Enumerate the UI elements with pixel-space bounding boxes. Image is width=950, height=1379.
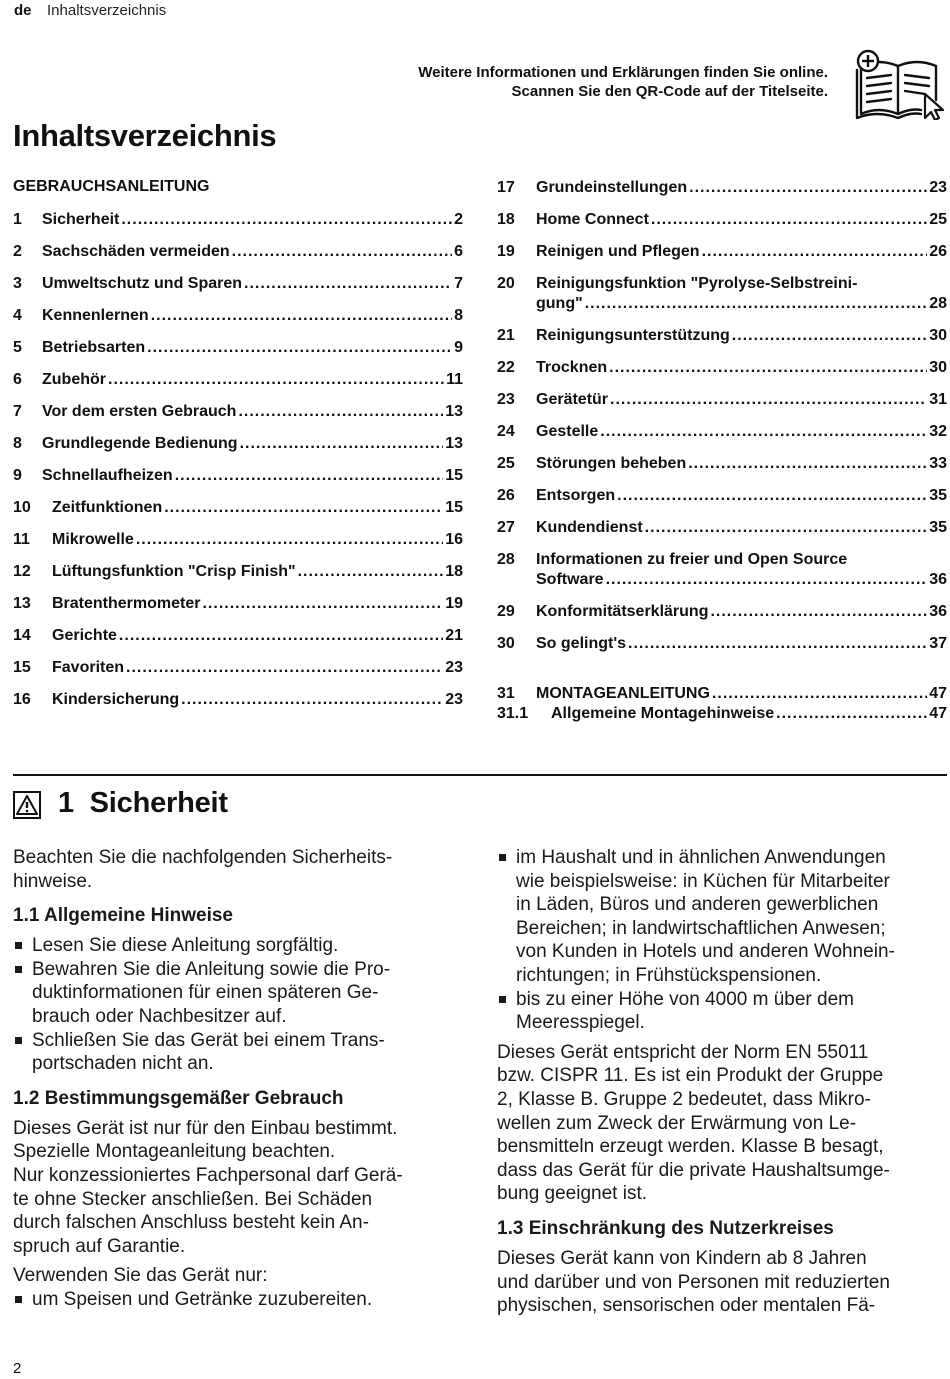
- toc-leader-dots: [610, 390, 927, 410]
- text-line: Nur konzessioniertes Fachpersonal darf Gerä-: [13, 1164, 403, 1186]
- toc-leader-dots: [147, 338, 452, 358]
- toc-entry-page: 18: [445, 563, 463, 580]
- toc-entry-number: 6: [13, 371, 22, 388]
- spacer: [13, 1076, 458, 1087]
- toc-leader-dots: [202, 594, 443, 614]
- toc-entry-body: [536, 602, 947, 622]
- text-line: im Haushalt und in ähnlichen Anwendungen: [516, 847, 886, 868]
- toc-entry-page: 6: [454, 243, 463, 260]
- toc-entry-number: 22: [497, 359, 515, 376]
- toc-entry-line: [52, 594, 463, 614]
- toc-entry-title: Zeitfunktionen: [52, 499, 163, 516]
- text-line: Dieses Gerät kann von Kindern ab 8 Jahren: [497, 1247, 867, 1269]
- toc-leader-dots: [600, 422, 927, 442]
- toc-leader-dots: [151, 306, 452, 326]
- subsection-title-1-2: 1.2 Bestimmungsgemäßer Gebrauch: [13, 1087, 344, 1109]
- toc-leader-dots: [126, 658, 443, 678]
- toc-leader-dots: [585, 294, 928, 314]
- page-number: 2: [13, 1360, 22, 1377]
- toc-entry-page: 47: [929, 705, 947, 722]
- toc-entry-title: Schnellaufheizen: [42, 467, 173, 484]
- toc-entry-body: [536, 242, 947, 262]
- toc-entry-title: Trocknen: [536, 359, 608, 376]
- toc-entry-title: Konformitätserklärung: [536, 603, 709, 620]
- toc-entry-line: [536, 358, 947, 378]
- toc-entry-body: [52, 498, 463, 518]
- toc-entry-number: 7: [13, 403, 22, 420]
- toc-entry-page: 7: [454, 275, 463, 292]
- toc-entry-line: [536, 486, 947, 506]
- toc-entry-number: 3: [13, 275, 22, 292]
- toc-entry-page: 32: [929, 423, 947, 440]
- toc-entry-body: [536, 422, 947, 442]
- subsection-title-1-3: 1.3 Einschränkung des Nutzerkreises: [497, 1217, 834, 1239]
- toc-leader-dots: [232, 242, 452, 262]
- toc-entry-line: [536, 684, 947, 704]
- text-line: hinweise.: [13, 870, 93, 892]
- subsection-title-1-1: 1.1 Allgemeine Hinweise: [13, 905, 233, 927]
- toc-entry-body: [536, 486, 947, 506]
- toc-entry-line: [42, 306, 463, 326]
- toc-entry-line: [536, 178, 947, 198]
- toc-leader-dots: [240, 434, 444, 454]
- toc-entry-body: [42, 466, 463, 486]
- toc-entry-title: Allgemeine Montagehinweise: [551, 705, 775, 722]
- toc-entry-number: 15: [13, 659, 31, 676]
- toc-leader-dots: [712, 684, 927, 704]
- toc-entry-page: 30: [929, 327, 947, 344]
- text-line: um Speisen und Getränke zuzubereiten.: [32, 1288, 373, 1310]
- toc-entry-body: [52, 562, 463, 582]
- toc-entry-number: 16: [13, 691, 31, 708]
- toc-entry-body: [42, 402, 463, 422]
- toc-entry-title: Gerichte: [52, 627, 117, 644]
- toc-entry-line: [42, 402, 463, 422]
- toc-entry-page: 16: [445, 531, 463, 548]
- toc-leader-dots: [689, 178, 927, 198]
- text-line: portschaden nicht an.: [32, 1053, 214, 1075]
- toc-leader-dots: [136, 530, 443, 550]
- paragraph: [13, 1117, 458, 1259]
- text-line: Bewahren Sie die Anleitung sowie die Pro-: [32, 958, 391, 980]
- toc-entry-body: [42, 370, 463, 390]
- toc-entry-title: So gelingt's: [536, 635, 627, 652]
- text-line: von Kunden in Hotels und anderen Wohnein-: [516, 941, 895, 963]
- text-line: Dieses Gerät entspricht der Norm EN 55011: [497, 1041, 869, 1063]
- section-title-text: Sicherheit: [89, 787, 228, 819]
- toc-entry-number: 30: [497, 635, 515, 652]
- toc-entry-title: Home Connect: [536, 211, 649, 228]
- text-line: physischen, sensorischen oder mentalen Fä-: [497, 1295, 876, 1317]
- toc-leader-dots: [181, 690, 443, 710]
- text-line: durch falschen Anschluss besteht kein An-: [13, 1212, 369, 1234]
- text-line: richtungen; in Frühstückspensionen.: [516, 964, 822, 986]
- toc-entry-title: Kindersicherung: [52, 691, 180, 708]
- toc-entry-title: Software: [536, 571, 604, 588]
- toc-entry-number: 20: [497, 275, 515, 292]
- toc-leader-dots: [298, 562, 444, 582]
- text-line: dass das Gerät für die private Haushaltsumge-: [497, 1159, 890, 1181]
- toc-entry-line: [536, 274, 947, 294]
- toc-entry-title: Gestelle: [536, 423, 599, 440]
- toc-entry-number: 5: [13, 339, 22, 356]
- text-line: brauch oder Nachbesitzer auf.: [32, 1005, 287, 1027]
- toc-entry-number: 26: [497, 487, 515, 504]
- toc-entry-line: [536, 570, 947, 590]
- toc-leader-dots: [732, 326, 927, 346]
- toc-entry-page: 8: [454, 307, 463, 324]
- paragraph: [497, 1041, 945, 1206]
- toc-entry-page: 36: [929, 571, 947, 588]
- toc-entry-page: 13: [445, 403, 463, 420]
- toc-entry-line: [52, 626, 463, 646]
- toc-entry-line: [52, 562, 463, 582]
- toc-entry-body: [42, 274, 463, 294]
- list-item: [497, 846, 945, 988]
- toc-leader-dots: [108, 370, 444, 390]
- toc-leader-dots: [164, 498, 443, 518]
- toc-entry-title: Entsorgen: [536, 487, 616, 504]
- toc-entry-page: 37: [929, 635, 947, 652]
- toc-entry-body: [52, 626, 463, 646]
- toc-entry-line: [551, 704, 947, 724]
- list-item: [497, 988, 945, 1035]
- toc-leader-dots: [121, 210, 452, 230]
- toc-entry-body: [536, 518, 947, 538]
- list-item: [13, 958, 458, 1029]
- toc-leader-dots: [651, 210, 927, 230]
- text-line: in Läden, Büros und anderen gewerblichen: [516, 894, 879, 916]
- toc-entry-body: [536, 274, 947, 314]
- toc-title: Inhaltsverzeichnis: [13, 118, 277, 153]
- toc-entry-page: 33: [929, 455, 947, 472]
- toc-entry-number: 27: [497, 519, 515, 536]
- section-divider: [13, 774, 947, 776]
- toc-entry-title: Favoriten: [52, 659, 125, 676]
- toc-entry-number: 18: [497, 211, 515, 228]
- toc-leader-dots: [702, 242, 928, 262]
- toc-entry-line: [536, 634, 947, 654]
- toc-entry-line: [42, 338, 463, 358]
- toc-entry-number: 11: [13, 531, 30, 548]
- toc-entry-number: 10: [13, 499, 31, 516]
- toc-leader-dots: [617, 486, 927, 506]
- paragraph: [13, 1264, 458, 1288]
- toc-entry-body: [536, 550, 947, 590]
- toc-entry-page: 28: [929, 295, 947, 312]
- toc-entry-page: 9: [454, 339, 463, 356]
- toc-entry-page: 19: [445, 595, 463, 612]
- spacer: [497, 1206, 945, 1217]
- toc-entry-page: 11: [446, 371, 463, 388]
- toc-entry-page: 36: [929, 603, 947, 620]
- toc-heading-gebrauchsanleitung: GEBRAUCHSANLEITUNG: [13, 178, 210, 195]
- text-line: Verwenden Sie das Gerät nur:: [13, 1265, 268, 1287]
- body-left-column: [13, 846, 458, 1312]
- text-line: wie beispielsweise: in Küchen für Mitarbeiter: [516, 870, 890, 892]
- toc-entry-number: 24: [497, 423, 515, 440]
- toc-leader-dots: [710, 602, 927, 622]
- toc-entry-line: [42, 434, 463, 454]
- toc-entry-number: 28: [497, 551, 515, 568]
- body-right-column: [497, 846, 945, 1318]
- text-line: spruch auf Garantie.: [13, 1235, 186, 1257]
- toc-entry-title: Reinigen und Pflegen: [536, 243, 700, 260]
- text-line: bis zu einer Höhe von 4000 m über dem: [516, 988, 854, 1010]
- toc-entry-title: Sicherheit: [42, 211, 120, 228]
- toc-entry-title: Kennenlernen: [42, 307, 149, 324]
- toc-entry-body: [536, 210, 947, 230]
- toc-entry-body: [536, 390, 947, 410]
- text-line: wellen zum Zweck der Erwärmung von Le-: [497, 1112, 857, 1134]
- toc-entry-body: [42, 242, 463, 262]
- toc-entry-line: [536, 210, 947, 230]
- text-line: Spezielle Montageanleitung beachten.: [13, 1141, 336, 1163]
- toc-entry-page: 23: [445, 691, 463, 708]
- section-title: [58, 787, 228, 820]
- toc-entry-body: [551, 704, 947, 724]
- toc-entry-page: 47: [929, 685, 947, 702]
- toc-entry-body: [42, 306, 463, 326]
- toc-entry-page: 13: [445, 435, 463, 452]
- toc-entry-line: [536, 550, 947, 570]
- toc-entry-line: [536, 294, 947, 314]
- toc-entry-line: [536, 242, 947, 262]
- toc-entry-line: [536, 390, 947, 410]
- toc-entry-number: 1: [13, 211, 22, 228]
- text-line: te ohne Stecker anschließen. Bei Schäden: [13, 1188, 373, 1210]
- toc-leader-dots: [645, 518, 928, 538]
- toc-entry-page: 2: [454, 211, 463, 228]
- toc-leader-dots: [119, 626, 443, 646]
- toc-entry-line: [42, 370, 463, 390]
- toc-entry-title: Grundeinstellungen: [536, 179, 688, 196]
- toc-entry-line: [42, 210, 463, 230]
- toc-entry-line: [536, 518, 947, 538]
- toc-entry-title: MONTAGEANLEITUNG: [536, 685, 710, 702]
- spacer: [13, 893, 458, 904]
- toc-entry-page: 35: [929, 519, 947, 536]
- text-line: und darüber und von Personen mit reduzierten: [497, 1271, 890, 1293]
- toc-entry-page: 35: [929, 487, 947, 504]
- toc-entry-line: [536, 422, 947, 442]
- toc-entry-number: 29: [497, 603, 515, 620]
- toc-entry-page: 21: [445, 627, 463, 644]
- toc-entry-title: Störungen beheben: [536, 455, 687, 472]
- toc-entry-line: [42, 466, 463, 486]
- toc-entry-title: Vor dem ersten Gebrauch: [42, 403, 237, 420]
- toc-entry-number: 9: [13, 467, 22, 484]
- warning-triangle-icon: [13, 791, 41, 819]
- toc-entry-line: [42, 242, 463, 262]
- toc-entry-line: [52, 690, 463, 710]
- toc-entry-number: 17: [497, 179, 515, 196]
- toc-entry-page: 23: [929, 179, 947, 196]
- toc-entry-body: [536, 454, 947, 474]
- paragraph: [497, 1247, 945, 1318]
- toc-leader-dots: [688, 454, 927, 474]
- toc-entry-title: Mikrowelle: [52, 531, 134, 548]
- toc-entry-line: [52, 498, 463, 518]
- header-title: Inhaltsverzeichnis: [47, 2, 167, 19]
- book-with-plus-and-cursor-icon: [855, 48, 945, 120]
- toc-entry-body: [536, 684, 947, 704]
- intro-paragraph: [13, 846, 458, 893]
- text-line: bzw. CISPR 11. Es ist ein Produkt der Gruppe: [497, 1065, 884, 1087]
- header-language: de: [14, 2, 32, 19]
- toc-entry-title: Sachschäden vermeiden: [42, 243, 230, 260]
- toc-entry-line: [42, 274, 463, 294]
- toc-entry-number: 19: [497, 243, 515, 260]
- toc-entry-body: [52, 594, 463, 614]
- toc-leader-dots: [244, 274, 452, 294]
- text-line: Beachten Sie die nachfolgenden Sicherheits-: [13, 847, 393, 868]
- text-line: Bereichen; in landwirtschaftlichen Anwesen;: [516, 917, 886, 939]
- list-item: [13, 934, 458, 958]
- toc-entry-body: [42, 210, 463, 230]
- toc-entry-title: Reinigungsunterstützung: [536, 327, 730, 344]
- online-note-line-2: Scannen Sie den QR-Code auf der Titelseite.: [511, 83, 828, 100]
- toc-entry-body: [52, 658, 463, 678]
- toc-entry-number: 4: [13, 307, 22, 324]
- text-line: duktinformationen für einen späteren Ge-: [32, 982, 379, 1004]
- toc-entry-page: 25: [929, 211, 947, 228]
- toc-entry-title: Kundendienst: [536, 519, 643, 536]
- toc-entry-page: 26: [929, 243, 947, 260]
- toc-entry-body: [52, 530, 463, 550]
- toc-entry-title: Reinigungsfunktion "Pyrolyse-Selbstreini-: [536, 275, 858, 292]
- toc-entry-line: [536, 326, 947, 346]
- toc-entry-number: 8: [13, 435, 22, 452]
- text-line: 2, Klasse B. Gruppe 2 bedeutet, dass Mikro-: [497, 1088, 871, 1110]
- toc-entry-line: [52, 658, 463, 678]
- toc-entry-page: 15: [445, 499, 463, 516]
- online-note-line-1: Weitere Informationen und Erklärungen finden Sie online.: [418, 64, 828, 81]
- list-item: [13, 1029, 458, 1076]
- toc-leader-dots: [238, 402, 443, 422]
- toc-leader-dots: [606, 570, 928, 590]
- toc-entry-page: 30: [929, 359, 947, 376]
- toc-entry-title: gung": [536, 295, 583, 312]
- text-line: Lesen Sie diese Anleitung sorgfältig.: [32, 935, 339, 957]
- toc-entry-title: Betriebsarten: [42, 339, 146, 356]
- toc-entry-title: Grundlegende Bedienung: [42, 435, 238, 452]
- toc-leader-dots: [628, 634, 927, 654]
- text-line: Dieses Gerät ist nur für den Einbau bestimmt.: [13, 1117, 398, 1139]
- toc-entry-number: 12: [13, 563, 31, 580]
- toc-entry-title: Bratenthermometer: [52, 595, 201, 612]
- toc-entry-body: [42, 338, 463, 358]
- toc-entry-line: [536, 454, 947, 474]
- toc-entry-number: 21: [497, 327, 515, 344]
- toc-entry-line: [536, 602, 947, 622]
- toc-entry-title: Gerätetür: [536, 391, 609, 408]
- online-note: [308, 63, 828, 101]
- list-item: [13, 1288, 458, 1312]
- toc-entry-body: [536, 358, 947, 378]
- toc-entry-number: 13: [13, 595, 31, 612]
- toc-entry-page: 23: [445, 659, 463, 676]
- toc-entry-body: [536, 326, 947, 346]
- text-line: bung geeignet ist.: [497, 1183, 648, 1205]
- section-number: 1: [58, 787, 74, 819]
- text-line: Meeresspiegel.: [516, 1012, 645, 1034]
- toc-entry-body: [42, 434, 463, 454]
- toc-entry-title: Zubehör: [42, 371, 106, 388]
- toc-entry-number: 31.1: [497, 705, 529, 722]
- text-line: bensmitteln erzeugt werden. Klasse B besagt,: [497, 1136, 884, 1158]
- toc-entry-title: Lüftungsfunktion "Crisp Finish": [52, 563, 296, 580]
- toc-entry-number: 2: [13, 243, 22, 260]
- toc-entry-number: 25: [497, 455, 515, 472]
- text-line: Schließen Sie das Gerät bei einem Trans-: [32, 1029, 385, 1051]
- toc-leader-dots: [175, 466, 444, 486]
- toc-entry-body: [52, 690, 463, 710]
- toc-entry-body: [536, 634, 947, 654]
- toc-entry-line: [52, 530, 463, 550]
- toc-leader-dots: [776, 704, 927, 724]
- toc-entry-title: Umweltschutz und Sparen: [42, 275, 243, 292]
- toc-entry-number: 23: [497, 391, 515, 408]
- toc-entry-body: [536, 178, 947, 198]
- toc-entry-page: 31: [929, 391, 947, 408]
- toc-entry-number: 31: [497, 685, 515, 702]
- toc-entry-page: 15: [445, 467, 463, 484]
- toc-entry-number: 14: [13, 627, 31, 644]
- toc-entry-title: Informationen zu freier und Open Source: [536, 551, 848, 568]
- toc-leader-dots: [609, 358, 927, 378]
